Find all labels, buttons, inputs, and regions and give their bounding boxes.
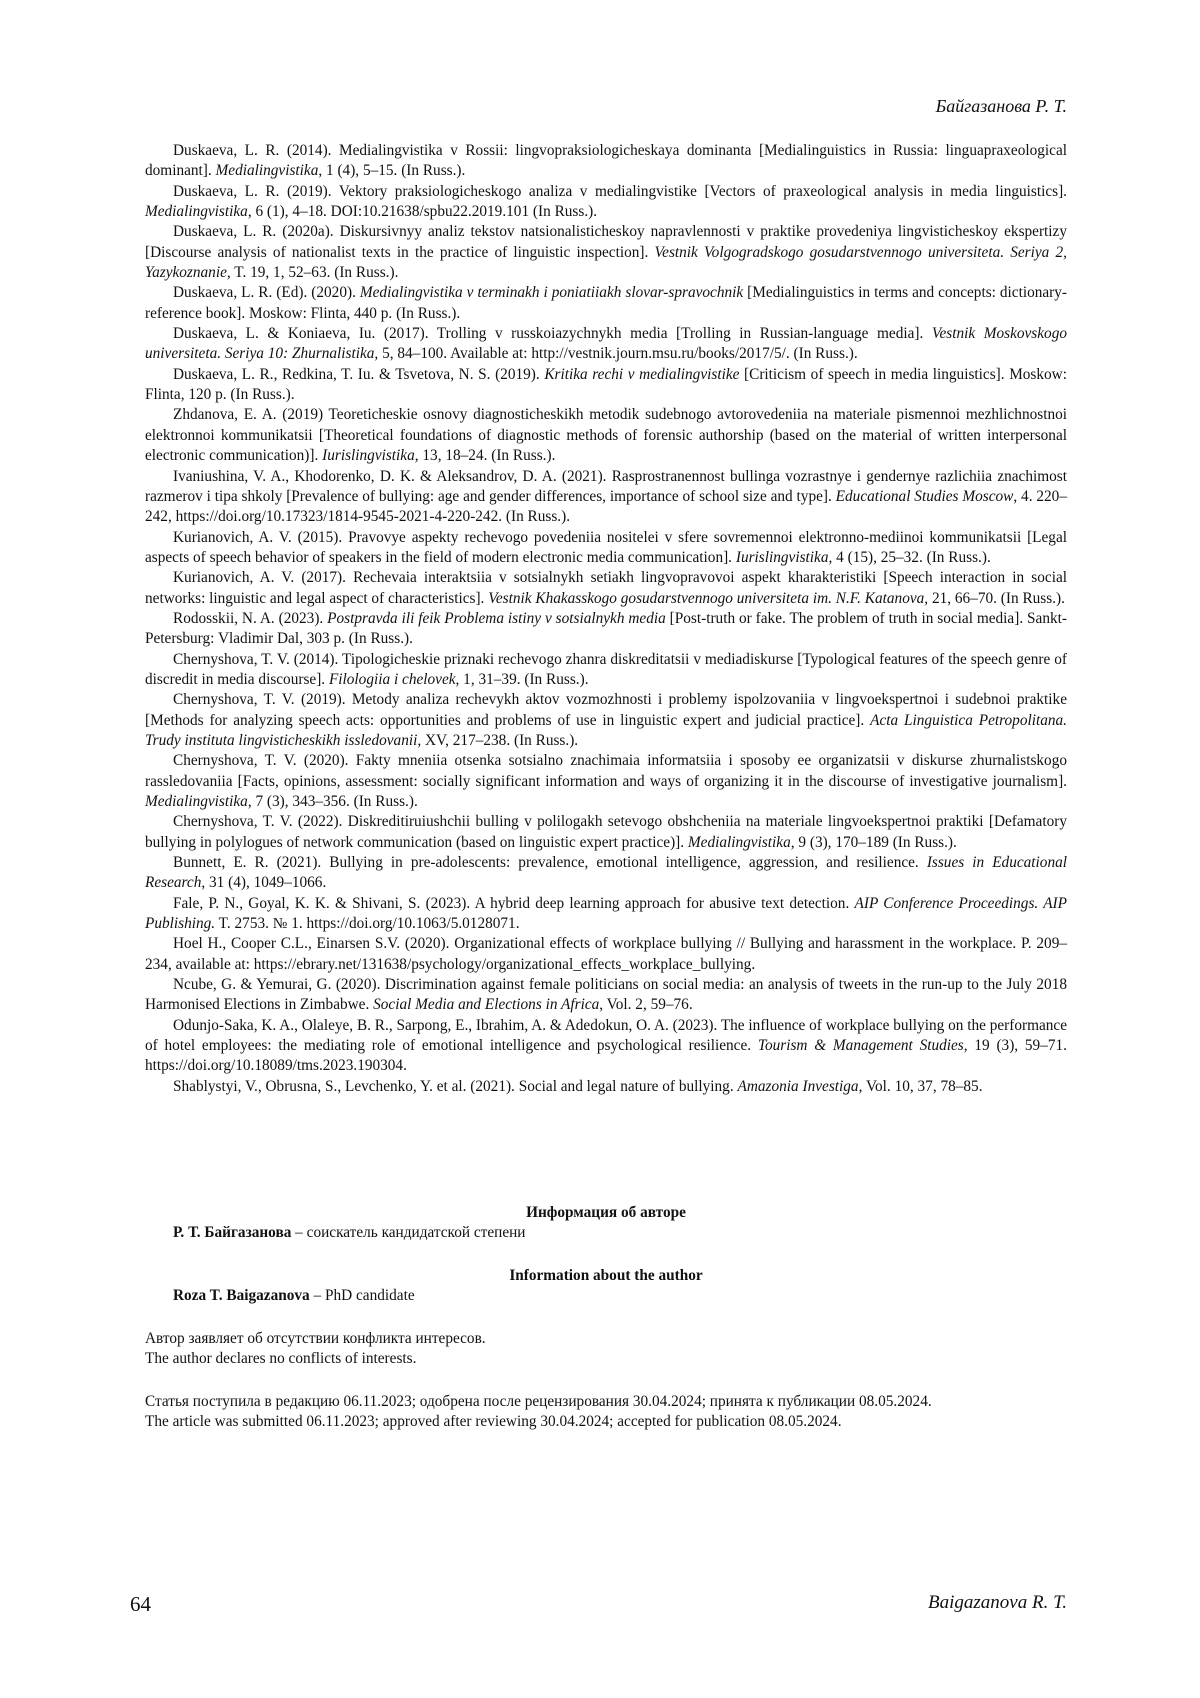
reference-source-title: Medialingvistika v terminakh i poniatiiakh slovar-spravochnik	[359, 284, 744, 302]
reference-source-title: Amazonia Investiga	[737, 1077, 859, 1095]
reference-source-title: Medialingvistika,	[687, 833, 795, 851]
author-role-ru: – соискатель кандидатской степени	[291, 1224, 526, 1242]
reference-entry	[145, 853, 1067, 894]
reference-text: Chernyshova, T. V. (2019). Metody analiza rechevykh aktov vozmozhnosti i problemy ispolzovaniia v lingvoekspertnoi i sudebnoi praktike [Methods for analyzing speech acts: opportunities and problems of use in linguistic expert and judicial practice].	[145, 691, 1067, 729]
reference-source-title: Medialingvistika	[215, 162, 319, 180]
author-role-en: – PhD candidate	[309, 1287, 415, 1305]
reference-text: , 6 (1), 4–18. DOI:10.21638/spbu22.2019.101 (In Russ.).	[247, 203, 598, 221]
reference-text: XV, 217–238. (In Russ.).	[421, 731, 579, 749]
reference-text: Duskaeva, L. & Koniaeva, Iu. (2017). Trolling v russkoiazychnykh media [Trolling in Russian-language media].	[173, 325, 932, 343]
reference-text: , 1, 31–39. (In Russ.).	[455, 670, 589, 688]
reference-source-title: Postpravda ili feik Problema istiny v sotsialnykh media	[327, 609, 666, 627]
reference-source-title: Kritika rechi v medialingvistike	[544, 365, 740, 383]
reference-entry	[145, 812, 1067, 853]
reference-source-title: Iurislingvistika,	[735, 548, 833, 566]
reference-source-title: Vestnik Volgogradskogo gosudarstvennogo universiteta. Seriya 2, Yazykoznanie,	[145, 243, 1067, 282]
reference-source-title: Acta Linguistica Petropolitana. Trudy instituta lingvisticheskikh issledovanii,	[145, 711, 1067, 749]
reference-source-title: Medialingvistika	[145, 793, 248, 810]
reference-entry	[145, 222, 1067, 283]
reference-text: Ivaniushina, V. A., Khodorenko, D. K. & Aleksandrov, D. A. (2021). Rasprostranennost bullinga vozrastnye i gendernye razlichiia znachimost razmerov i tipa shkoly [Prevalence of bullying: age and gender differences, importance of school size and type].	[145, 467, 1067, 505]
dates-ru: Статья поступила в редакцию 06.11.2023; одобрена после рецензирования 30.04.2024; принята к публикации 08.05.2024.	[145, 1393, 932, 1410]
reference-text: Shablystyi, V., Obrusna, S., Levchenko, Y. et al. (2021). Social and legal nature of bullying.	[173, 1077, 738, 1095]
reference-entry	[145, 568, 1067, 609]
author-name-en: Roza T. Baigazanova	[173, 1287, 310, 1305]
reference-entry	[145, 934, 1067, 975]
reference-text: T. 19, 1, 52–63. (In Russ.).	[230, 264, 399, 282]
reference-text: Odunjo-Saka, K. A., Olaleye, B. R., Sarpong, E., Ibrahim, A. & Adedokun, O. A. (2023). The influence of workplace bullying on the performance of hotel employees: the mediating role of emotional intelligence and psychological resilience.	[145, 1016, 1067, 1055]
reference-text: , 1 (4), 5–15. (In Russ.).	[318, 162, 466, 180]
reference-text: Rodosskii, N. A. (2023).	[173, 609, 328, 627]
author-info-en-line	[145, 1286, 1067, 1306]
reference-text: Fale, P. N., Goyal, K. K. & Shivani, S. (2023). A hybrid deep learning approach for abusive text detection.	[173, 894, 855, 912]
reference-entry	[145, 650, 1067, 691]
reference-text: 5, 84–100. Available at: http://vestnik.journ.msu.ru/books/2017/5/. (In Russ.).	[378, 345, 858, 363]
reference-source-title: Educational Studies Moscow	[835, 487, 1014, 505]
reference-text: Duskaeva, L. R. (Ed). (2020).	[173, 284, 360, 302]
reference-entry	[145, 894, 1067, 935]
page-number: 64	[130, 1592, 151, 1616]
reference-entry	[145, 751, 1067, 812]
reference-entry	[145, 1077, 1067, 1097]
reference-entry	[145, 690, 1067, 751]
author-info-en-heading: Information about the author	[509, 1267, 703, 1284]
author-info-en	[145, 1266, 1067, 1307]
reference-source-title: Tourism & Management Studies	[757, 1037, 964, 1055]
author-info-ru-heading: Информация об авторе	[526, 1204, 686, 1221]
author-info-ru-line	[145, 1223, 1067, 1243]
reference-source-title: Social Media and Elections in Africa	[373, 996, 600, 1014]
reference-text: Chernyshova, T. V. (2020). Fakty mneniia otsenka sotsialno znachimaia informatsiia i sposoby ee organizatsii v diskurse zhurnalistskogo rassledovaniia [Facts, opinions, assessment: socially significant information and ways of organizing it in the discourse of investigative journalism].	[145, 752, 1067, 790]
reference-text: Ncube, G. & Yemurai, G. (2020). Discrimination against female politicians on social media: an analysis of tweets in the run-up to the July 2018 Harmonised Elections in Zimbabwe.	[145, 976, 1067, 1014]
reference-text: [Post-truth or fake. The problem of truth in social media]. Sankt-Petersburg: Vladimir Dal, 303 p. (In Russ.).	[145, 609, 1067, 648]
reference-source-title: Medialingvistika	[145, 203, 248, 221]
reference-text: 21, 66–70. (In Russ.).	[928, 589, 1065, 607]
reference-text: , 7 (3), 343–356. (In Russ.).	[247, 793, 418, 810]
reference-entry	[145, 324, 1067, 365]
reference-text: Duskaeva, L. R., Redkina, T. Iu. & Tsvetova, N. S. (2019).	[173, 365, 545, 383]
reference-entry	[145, 283, 1067, 324]
reference-entry	[145, 467, 1067, 528]
reference-source-title: AIP Conference Proceedings. AIP Publishing.	[145, 894, 1067, 933]
reference-entry	[145, 182, 1067, 223]
reference-entry	[145, 365, 1067, 406]
reference-source-title: Vestnik Khakasskogo gosudarstvennogo universiteta im. N.F. Katanova,	[488, 589, 929, 607]
reference-text: Kurianovich, A. V. (2015). Pravovye aspekty rechevogo povedeniia nositelei v sfere sovremennoi elektronno-mediinoi kommunikatsii [Legal aspects of speech behavior of speakers in the field of modern electronic media communication].	[145, 528, 1067, 566]
reference-text: Duskaeva, L. R. (2019). Vektory praksiologicheskogo analiza v medialingvistike [Vectors of praxeological analysis in media linguistics].	[173, 182, 1067, 200]
reference-text: [Medialinguistics in terms and concepts: dictionary-reference book]. Moskow: Flinta, 440 p. (In Russ.).	[145, 284, 1067, 322]
reference-text: , 31 (4), 1049–1066.	[201, 874, 327, 892]
reference-text: T. 2753. № 1. https://doi.org/10.1063/5.0128071.	[215, 915, 520, 933]
conflict-statement	[145, 1329, 1067, 1370]
dates-en: The article was submitted 06.11.2023; approved after reviewing 30.04.2024; accepted for publication 08.05.2024.	[145, 1413, 842, 1431]
reference-text: 4 (15), 25–32. (In Russ.).	[832, 548, 991, 566]
conflict-ru: Автор заявляет об отсутствии конфликта интересов.	[145, 1330, 486, 1347]
reference-text: , Vol. 2, 59–76.	[599, 996, 693, 1014]
reference-text: 13, 18–24. (In Russ.).	[418, 447, 556, 465]
reference-text: 9 (3), 170–189 (In Russ.).	[794, 833, 957, 851]
reference-entry	[145, 609, 1067, 650]
reference-text: Bunnett, E. R. (2021). Bullying in pre-adolescents: prevalence, emotional intelligence, aggression, and resilience.	[173, 854, 927, 872]
reference-text: Duskaeva, L. R. (2014). Medialingvistika v Rossii: lingvopraksiologicheskaya dominanta [Medialinguistics in Russia: linguapraxeological dominant].	[145, 142, 1067, 180]
reference-text: , 19 (3), 59–71. https://doi.org/10.18089/tms.2023.190304.	[145, 1037, 1067, 1075]
reference-entry	[145, 528, 1067, 569]
running-header-author: Байгазанова Р. Т.	[935, 96, 1067, 116]
reference-text: , 4. 220–242, https://doi.org/10.17323/1814-9545-2021-4-220-242. (In Russ.).	[145, 487, 1067, 526]
reference-text: [Criticism of speech in media linguistics]. Moskow: Flinta, 120 p. (In Russ.).	[145, 365, 1067, 404]
reference-entry	[145, 975, 1067, 1016]
reference-entry	[145, 141, 1067, 182]
article-dates	[145, 1392, 1067, 1433]
reference-text: Chernyshova, T. V. (2014). Tipologicheskie priznaki rechevogo zhanra diskreditatsii v mediadiskurse [Typological features of the speech genre of discredit in media discourse].	[145, 650, 1067, 688]
reference-entry	[145, 1016, 1067, 1077]
reference-text: Kurianovich, A. V. (2017). Rechevaia interaktsiia v sotsialnykh setiakh lingvopravovoi aspekt kharakteristiki [Speech interaction in social networks: linguistic and legal aspect of characteristics].	[145, 569, 1067, 607]
footer-author: Baigazanova R. T.	[928, 1592, 1067, 1613]
reference-text: Duskaeva, L. R. (2020a). Diskursivnyy analiz tekstov natsionalisticheskoy napravlennosti v praktike provedeniya lingvisticheskoy ekspertizy [Discourse analysis of nationalist texts in the practice of linguistic inspection].	[145, 223, 1067, 261]
reference-text: Zhdanova, E. A. (2019) Teoreticheskie osnovy diagnosticheskikh metodik sudebnogo avtorovedeniia na materiale pismennoi mezhlichnostnoi elektronnoi kommunikatsii [Theoretical foundations of diagnostic methods of forensic authorship (based on the material of written interpersonal electronic communication)].	[145, 406, 1067, 465]
reference-text: , Vol. 10, 37, 78–85.	[858, 1077, 983, 1095]
conflict-en: The author declares no conflicts of interests.	[145, 1350, 417, 1368]
reference-source-title: Vestnik Moskovskogo universiteta. Seriya 10: Zhurnalistika,	[145, 325, 1067, 363]
reference-source-title: Issues in Educational Research	[145, 854, 1067, 892]
reference-source-title: Filologiia i chelovek	[328, 670, 456, 688]
reference-text: Chernyshova, T. V. (2022). Diskreditiruiushchii bulling v polilogakh setevogo obshcheniia na materiale lingvoekspertnoi praktiki [Defamatory bullying in polylogues of network communication (based on linguistic expert practice)].	[145, 813, 1067, 851]
reference-entry	[145, 405, 1067, 466]
author-name-ru: Р. Т. Байгазанова	[173, 1224, 292, 1242]
references-list	[145, 141, 1067, 1097]
reference-text: Hoel H., Cooper C.L., Einarsen S.V. (2020). Organizational effects of workplace bullying // Bullying and harassment in the workplace. P. 209–234, available at: https://ebrary.net/131638/psychology/organizational_effects_workplace_bullying.	[145, 935, 1067, 973]
reference-source-title: Iurislingvistika,	[322, 447, 419, 465]
author-info-ru	[145, 1203, 1067, 1244]
